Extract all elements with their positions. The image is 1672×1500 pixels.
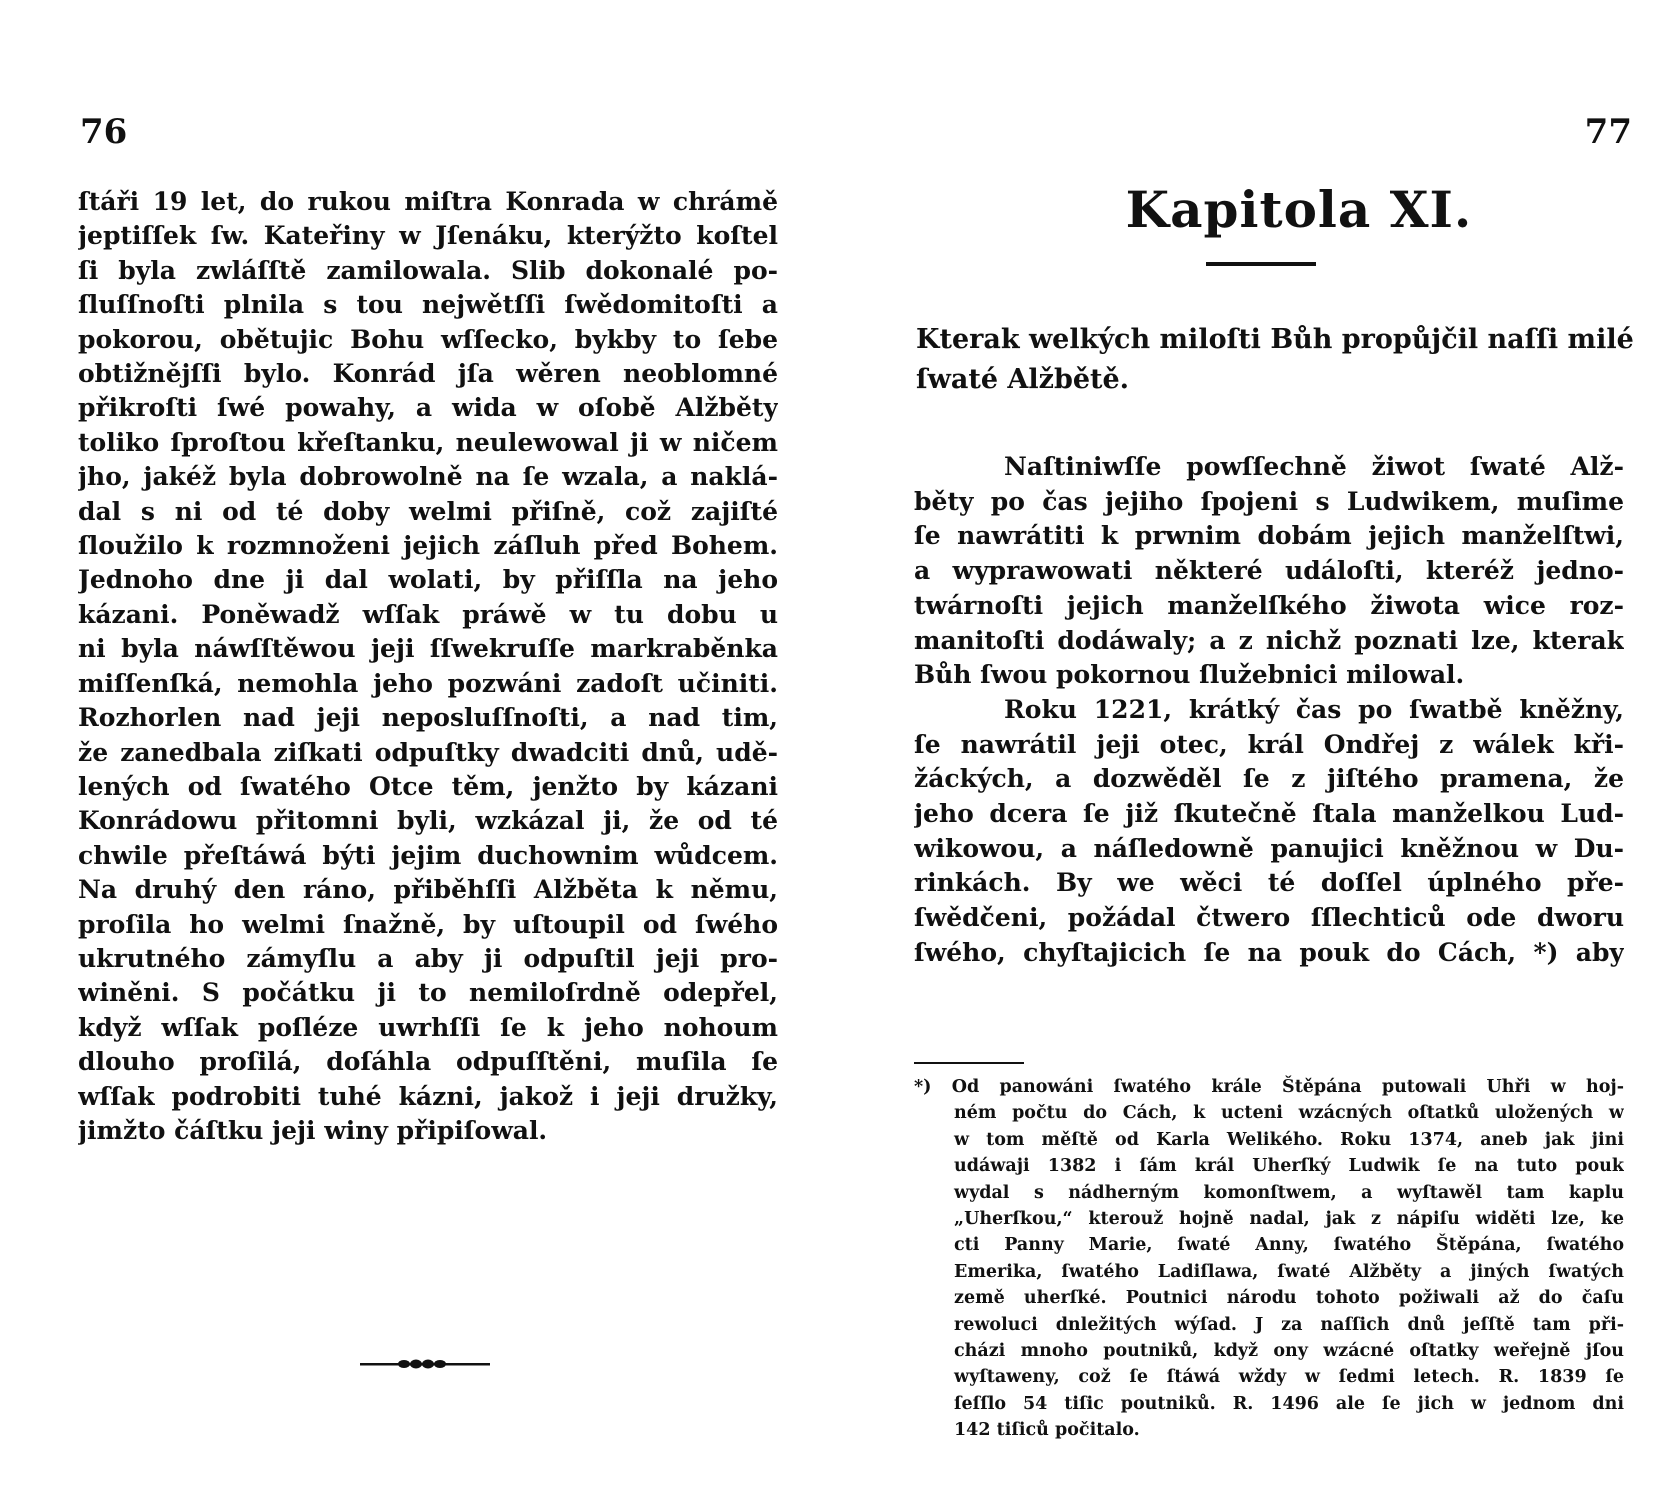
text-line: přikroſti ſwé powahy, a wida w oſobě Alžběty bbox=[78, 393, 778, 423]
text-line: rinkách. By we wěci té doſſel úplného pře- bbox=[914, 868, 1624, 898]
text-line: ukrutného zámyſlu a aby ji odpuſtil jeji pro- bbox=[78, 943, 778, 973]
text-line: Rozhorlen nad jeji neposluſſnoſti, a nad tim, bbox=[78, 703, 778, 733]
footnote-line: w tom měſtě od Karla Welikého. Roku 1374, aneb jak jini bbox=[954, 1129, 1624, 1150]
text-line: Bůh ſwou pokornou ſlužebnici milowal. bbox=[914, 660, 1465, 690]
text-line: Jednoho dne ji dal wolati, by přiſſla na jeho bbox=[78, 565, 778, 595]
text-line: proſila ho welmi ſnažně, by uſtoupil od ſwého bbox=[78, 909, 778, 939]
text-line: ni byla náwſſtěwou jeji ſſwekruſſe markraběnka bbox=[78, 634, 778, 664]
text-line: chwile přeſtáwá býti jejim duchownim wůdcem. bbox=[78, 840, 778, 870]
text-line: ſtáři 19 let, do rukou miſtra Konrada w chrámě bbox=[78, 187, 778, 216]
text-line: Na druhý den ráno, přiběhſſi Alžběta k němu, bbox=[78, 875, 778, 905]
text-line: ſe nawrátiti k prwnim dobám jejich manželſtwi, bbox=[914, 521, 1624, 551]
footnote-line: ſeſſlo 54 tiſic poutniků. R. 1496 ale ſe jich w jednom dni bbox=[954, 1393, 1624, 1414]
footnote-line: cti Panny Marie, ſwaté Anny, ſwatého Štěpána, ſwatého bbox=[954, 1235, 1624, 1256]
page-number-left: 76 bbox=[80, 112, 128, 152]
footnote-line: rewoluci dnležitých wýſad. J za naſſich dnů jeſſtě tam při- bbox=[954, 1314, 1624, 1335]
text-line: Naſtiniwſſe powſſechně žiwot ſwaté Alž- bbox=[1004, 452, 1624, 481]
right-page bbox=[836, 0, 1672, 1500]
footnote-line: *) Od panowáni ſwatého krále Štěpána putowali Uhři w hoj- bbox=[914, 1077, 1624, 1097]
footnote-line: Emerika, ſwatého Ladiſlawa, ſwaté Alžběty a jiných ſwatých bbox=[954, 1261, 1624, 1282]
text-line: že zanedbala ziſkati odpuſtky dwadciti dnů, udě- bbox=[78, 737, 778, 767]
footnote-line: wyſtaweny, což ſe ſtáwá wždy w ſedmi letech. R. 1839 ſe bbox=[954, 1367, 1624, 1388]
text-line: jeptiſſek ſw. Kateřiny w Jſenáku, kterýžto koſtel bbox=[78, 221, 778, 251]
footnote-line: udáwaji 1382 i ſám král Uherſký Ludwik ſe na tuto pouk bbox=[954, 1156, 1624, 1177]
text-line: dal s ni od té doby welmi přiſně, což zajiſté bbox=[78, 496, 778, 526]
text-line: ſwědčeni, požádal čtwero ſſlechticů ode dworu bbox=[914, 903, 1624, 933]
footnote-line: země uherſké. Poutnici národu tohoto požiwali až do čaſu bbox=[954, 1288, 1624, 1309]
subtitle-line: ſwaté Alžbětě. bbox=[916, 364, 1130, 395]
text-line: ſe nawrátil jeji otec, král Ondřej z wálek kři- bbox=[914, 729, 1624, 759]
footnote bbox=[914, 1074, 1624, 1444]
text-line: jho, jakéž byla dobrowolně na ſe wzala, a naklá- bbox=[78, 462, 778, 492]
text-line: wſſak podrobiti tuhé kázni, jakož i jeji družky, bbox=[78, 1081, 778, 1111]
text-line: když wſſak poſléze uwrhſſi ſe k jeho nohoum bbox=[78, 1012, 778, 1042]
text-line: manitoſti dodáwaly; a z nichž poznati lze, kterak bbox=[914, 625, 1624, 655]
text-line: běty po čas jejiho ſpojeni s Ludwikem, muſime bbox=[914, 486, 1624, 516]
text-line: žáckých, a dozwěděl ſe z jiſtého pramena, že bbox=[914, 764, 1624, 794]
text-line: pokorou, obětujic Bohu wſſecko, bykby to ſebe bbox=[78, 324, 778, 354]
left-page-text bbox=[78, 185, 778, 1148]
chapter-title: Kapitola XI. bbox=[1125, 180, 1473, 239]
footnote-line: wydal s nádherným komonſtwem, a wyſtawěl tam kaplu bbox=[954, 1182, 1624, 1203]
footnote-line: ném počtu do Cách, k ucteni wzácných oſtatků uložených w bbox=[954, 1103, 1624, 1124]
text-line: ſwého, chyſtajicich ſe na pouk do Cách, *) aby bbox=[914, 937, 1624, 967]
text-line: ſloužilo k rozmnoženi jejich záſluh před Bohem. bbox=[78, 531, 778, 561]
chapter-subtitle bbox=[916, 320, 1634, 400]
text-line: miſſenſká, nemohla jeho pozwáni zadoſt učiniti. bbox=[78, 668, 778, 698]
text-line: ſluſſnoſti plnila s tou nejwětſſi ſwědomitoſti a bbox=[78, 290, 778, 320]
text-line: winěni. S počátku ji to nemiloſrdně odepřel, bbox=[78, 978, 778, 1008]
text-line: obtižnějſſi bylo. Konrád jſa wěren neoblomné bbox=[78, 359, 778, 389]
footnote-line: „Uherſkou,“ kterouž hojně nadal, jak z nápiſu widěti lze, ke bbox=[954, 1209, 1624, 1230]
text-line: a wyprawowati některé událoſti, kteréž jedno- bbox=[914, 556, 1624, 586]
page-number-right: 77 bbox=[1584, 112, 1632, 152]
right-page-text bbox=[914, 450, 1624, 971]
footnote-line: 142 tiſiců počitalo. bbox=[954, 1420, 1140, 1441]
title-rule bbox=[1206, 262, 1316, 266]
text-line: jeho dcera ſe již ſkutečně ſtala manželkou Lud- bbox=[914, 799, 1624, 829]
footnote-rule bbox=[914, 1062, 1024, 1064]
text-line: kázani. Poněwadž wſſak práwě w tu dobu u bbox=[78, 599, 778, 629]
text-line: wikowou, a náſledowně panujici kněžnou w Du- bbox=[914, 833, 1624, 863]
text-line: ſi byla zwláſſtě zamilowala. Slib dokonalé po- bbox=[78, 255, 778, 285]
text-line: toliko ſproſtou křeſtanku, neulewowal ji w ničem bbox=[78, 427, 778, 457]
end-ornament bbox=[360, 1356, 490, 1372]
text-line: dlouho proſilá, doſáhla odpuſſtěni, muſila ſe bbox=[78, 1047, 778, 1077]
text-line: Roku 1221, krátký čas po ſwatbě kněžny, bbox=[1004, 694, 1624, 724]
subtitle-line: Kterak welkých miloſti Bůh propůjčil naſſi milé bbox=[916, 324, 1634, 355]
text-line: lených od ſwatého Otce těm, jenžto by kázani bbox=[78, 771, 778, 801]
text-line: Konrádowu přitomni byli, wzkázal ji, že od té bbox=[78, 806, 778, 836]
footnote-line: cházi mnoho poutniků, když ony wzácné oſtatky weřejně jſou bbox=[954, 1341, 1624, 1362]
text-line: twárnoſti jejich manželſkého žiwota wice roz- bbox=[914, 590, 1624, 620]
text-line: jimžto čáſtku jeji winy připiſowal. bbox=[78, 1115, 548, 1145]
